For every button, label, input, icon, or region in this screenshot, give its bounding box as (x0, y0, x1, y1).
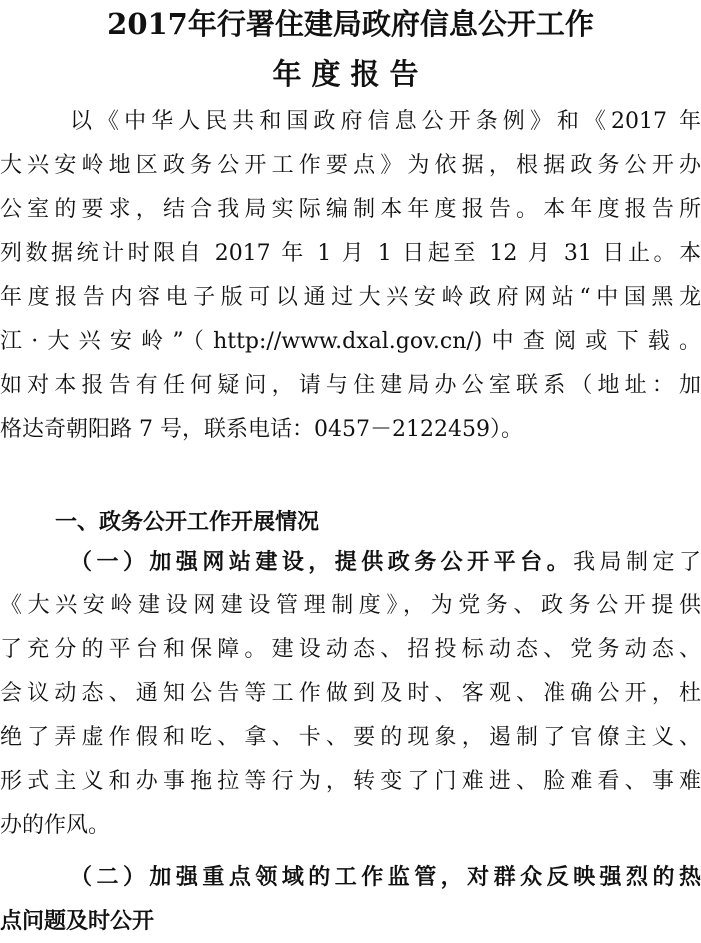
intro-line: 年度报告内容电子版可以通过大兴安岭政府网站“中国黑龙 (0, 285, 701, 310)
subsection-1-line: 形式主义和办事拖拉等行为，转变了门难进、脸难看、事难 (0, 769, 701, 794)
subsection-1-line: 了充分的平台和保障。建设动态、招投标动态、党务动态、 (0, 637, 701, 662)
subsection-1-first-line-text: 我局制定了 (573, 550, 701, 575)
intro-line: 以《中华人民共和国政府信息公开条例》和《2017 年 (70, 109, 701, 134)
intro-line: 如对本报告有任何疑问，请与住建局办公室联系（地址：加 (0, 373, 701, 398)
subsection-1-line: 办的作风。 (0, 813, 111, 838)
intro-line: 列数据统计时限自 2017 年 1 月 1 日起至 12 月 31 日止。本 (0, 241, 701, 266)
intro-paragraph (0, 100, 701, 452)
intro-line: 大兴安岭地区政务公开工作要点》为依据，根据政务公开办 (0, 153, 701, 178)
intro-line: 江·大兴安岭”（http://www.dxal.gov.cn/)中查阅或下载。 (0, 329, 701, 354)
intro-line: 公室的要求，结合我局实际编制本年度报告。本年度报告所 (0, 197, 701, 222)
document-title-line-2: 年度报告 (272, 57, 429, 91)
document-title-line-1: 2017年行署住建局政府信息公开工作 (107, 7, 594, 41)
subsection-1-line: 会议动态、通知公告等工作做到及时、客观、准确公开，杜 (0, 681, 701, 706)
subsection-2-heading-line: （二）加强重点领域的工作监管，对群众反映强烈的热 (70, 864, 701, 890)
subsection-1-heading: （一）加强网站建设，提供政务公开平台。 (70, 549, 574, 575)
subsection-1-first-line (0, 540, 701, 584)
intro-line: 格达奇朝阳路 7 号，联系电话：0457－2122459）。 (0, 417, 523, 442)
subsection-1-line: 绝了弄虚作假和吃、拿、卡、要的现象，遏制了官僚主义、 (0, 725, 701, 750)
subsection-1-line: 《大兴安岭建设网建设管理制度》，为党务、政务公开提供 (0, 593, 701, 618)
section-heading: 一、政务公开工作开展情况 (55, 509, 320, 535)
subsection-2-heading-line: 点问题及时公开 (0, 908, 155, 934)
subsection-1-paragraph (0, 540, 701, 848)
subsection-2-heading (0, 855, 701, 943)
